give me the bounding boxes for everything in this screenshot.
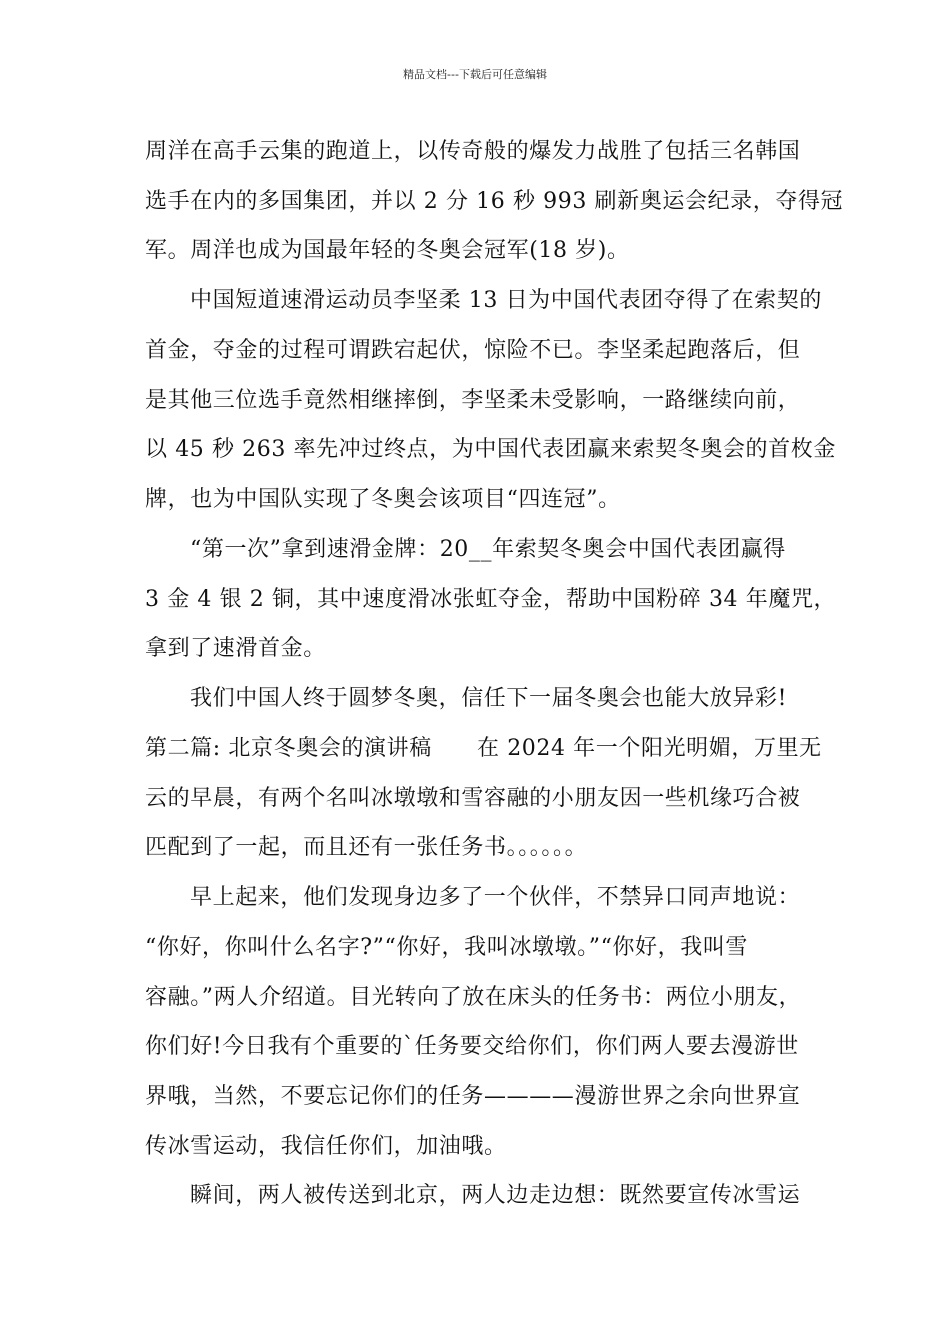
paragraph-line: 中国短道速滑运动员李坚柔 13 日为中国代表团夺得了在索契的: [190, 288, 822, 313]
paragraph-line: 牌，也为中国队实现了冬奥会该项目“四连冠”。: [145, 487, 621, 512]
paragraph-line: 瞬间，两人被传送到北京，两人边走边想：既然要宣传冰雪运: [190, 1183, 801, 1208]
paragraph-line: 云的早晨，有两个名叫冰墩墩和雪容融的小朋友因一些机缘巧合被: [145, 786, 801, 811]
paragraph-line: 界哦，当然，不要忘记你们的任务————漫游世界之余向世界宣: [145, 1084, 801, 1109]
paragraph-line: 3 金 4 银 2 铜，其中速度滑冰张虹夺金，帮助中国粉碎 34 年魔咒，: [145, 587, 837, 612]
paragraph-line: 容融。”两人介绍道。目光转向了放在床头的任务书：两位小朋友，: [145, 985, 802, 1010]
paragraph-line: 匹配到了一起，而且还有一张任务书。。。。。。: [145, 835, 588, 860]
paragraph-line: 周洋在高手云集的跑道上，以传奇般的爆发力战胜了包括三名韩国: [145, 139, 801, 164]
paragraph-line: 以 45 秒 263 率先冲过终点，为中国代表团赢来索契冬奥会的首枚金: [145, 437, 836, 462]
paragraph-line: 选手在内的多国集团，并以 2 分 16 秒 993 刷新奥运会纪录，夺得冠: [145, 189, 844, 214]
paragraph-line: 拿到了速滑首金。: [145, 636, 326, 661]
paragraph-line: 是其他三位选手竟然相继摔倒，李坚柔未受影响，一路继续向前，: [145, 388, 801, 413]
paragraph-line: 你们好!今日我有个重要的`任务要交给你们，你们两人要去漫游世: [145, 1034, 799, 1059]
paragraph-line: “你好，你叫什么名字?”“你好，我叫冰墩墩。”“你好，我叫雪: [145, 935, 749, 960]
paragraph-line: 我们中国人终于圆梦冬奥，信任下一届冬奥会也能大放异彩!: [190, 686, 788, 711]
paragraph-line: 传冰雪运动，我信任你们，加油哦。: [145, 1134, 507, 1159]
paragraph-line: 军。周洋也成为国最年轻的冬奥会冠军(18 岁)。: [145, 238, 630, 263]
paragraph-line: 首金，夺金的过程可谓跌宕起伏，惊险不已。李坚柔起跑落后，但: [145, 338, 801, 363]
paragraph-line: 第二篇: 北京冬奥会的演讲稿 在 2024 年一个阳光明媚，万里无: [145, 736, 822, 761]
paragraph-line: “第一次”拿到速滑金牌：20__年索契冬奥会中国代表团赢得: [190, 537, 786, 562]
page-header: 精品文档---下载后可任意编辑: [403, 68, 547, 81]
paragraph-line: 早上起来，他们发现身边多了一个伙伴，不禁异口同声地说：: [190, 885, 801, 910]
